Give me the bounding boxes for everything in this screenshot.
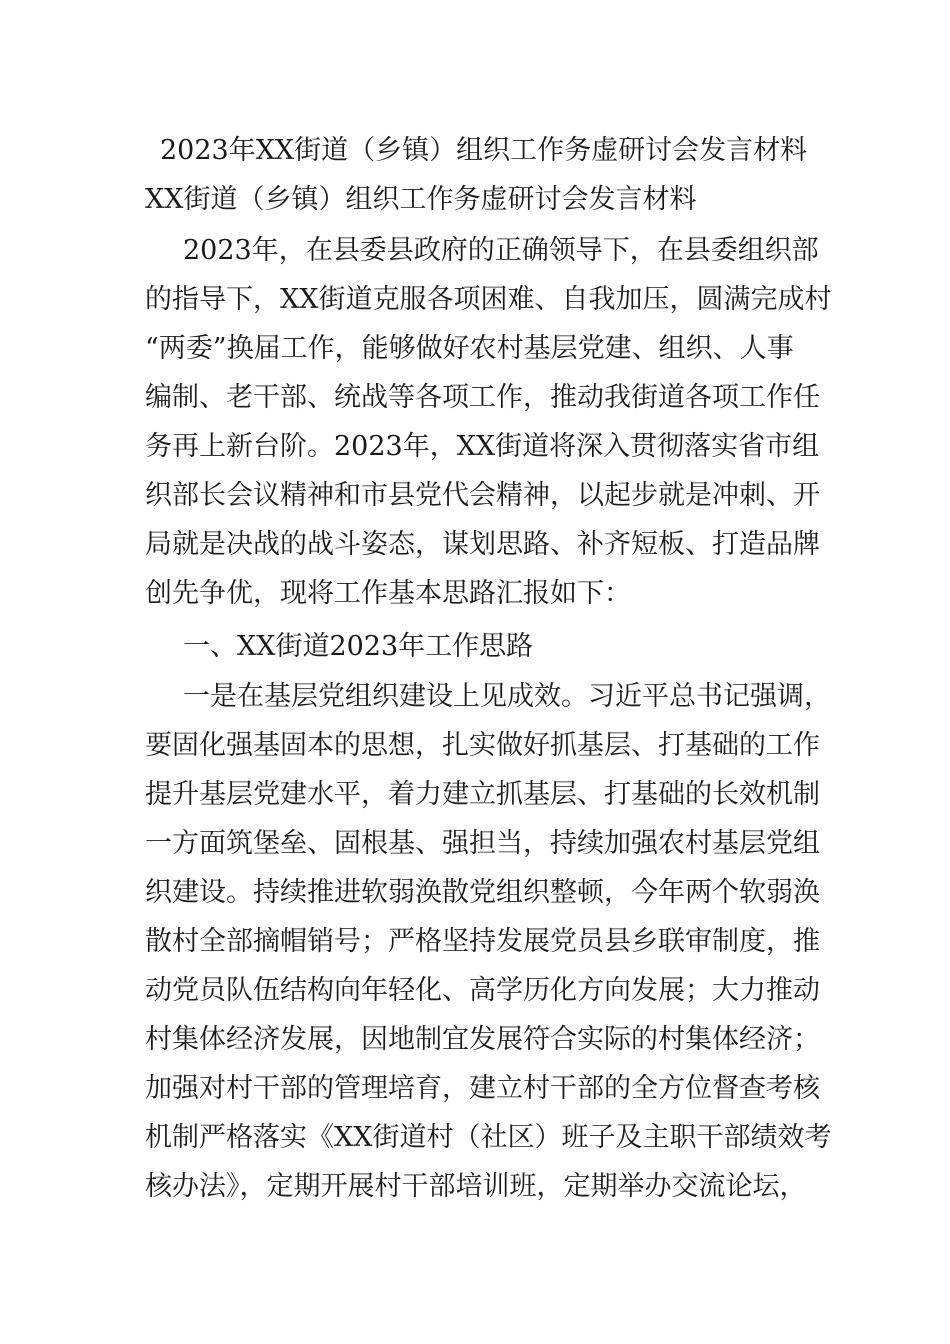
paragraph-line: 2023年，在县委县政府的正确领导下，在县委组织部 — [183, 235, 819, 266]
paragraph-line: 织建设。持续推进软弱涣散党组织整顿，今年两个软弱涣 — [145, 877, 820, 908]
paragraph-line: 机制严格落实《XX街道村（社区）班子及主职干部绩效考 — [145, 1122, 832, 1153]
paragraph-line: “两委”换届工作，能够做好农村基层党建、组织、人事 — [145, 333, 794, 364]
paragraph-line: 散村全部摘帽销号；严格坚持发展党员县乡联审制度，推 — [145, 926, 820, 957]
paragraph-line: 局就是决战的战斗姿态，谋划思路、补齐短板、打造品牌 — [145, 529, 820, 560]
section-heading: 一、XX街道2023年工作思路 — [183, 631, 534, 662]
paragraph-line: 动党员队伍结构向年轻化、高学历化方向发展；大力推动 — [145, 975, 820, 1006]
paragraph-line: 编制、老干部、统战等各项工作，推动我街道各项工作任 — [145, 382, 820, 413]
paragraph-line: 织部长会议精神和市县党代会精神，以起步就是冲刺、开 — [145, 480, 820, 511]
paragraph-line: 一方面筑堡垒、固根基、强担当，持续加强农村基层党组 — [145, 828, 820, 859]
paragraph-line: 一是在基层党组织建设上见成效。习近平总书记强调， — [183, 681, 831, 712]
document-subtitle: XX街道（乡镇）组织工作务虚研讨会发言材料 — [145, 184, 697, 215]
paragraph-line: 务再上新台阶。2023年，XX街道将深入贯彻落实省市组 — [145, 431, 820, 462]
paragraph-line: 加强对村干部的管理培育，建立村干部的全方位督查考核 — [145, 1073, 820, 1104]
paragraph-line: 的指导下，XX街道克服各项困难、自我加压，圆满完成村 — [145, 284, 832, 315]
document-title: 2023年XX街道（乡镇）组织工作务虚研讨会发言材料 — [160, 135, 808, 166]
paragraph-line: 核办法》，定期开展村干部培训班，定期举办交流论坛， — [145, 1171, 807, 1202]
paragraph-line: 创先争优，现将工作基本思路汇报如下： — [145, 578, 631, 609]
paragraph-line: 提升基层党建水平，着力建立抓基层、打基础的长效机制 — [145, 779, 820, 810]
paragraph-line: 村集体经济发展，因地制宜发展符合实际的村集体经济； — [145, 1024, 820, 1055]
paragraph-line: 要固化强基固本的思想，扎实做好抓基层、打基础的工作 — [145, 730, 820, 761]
